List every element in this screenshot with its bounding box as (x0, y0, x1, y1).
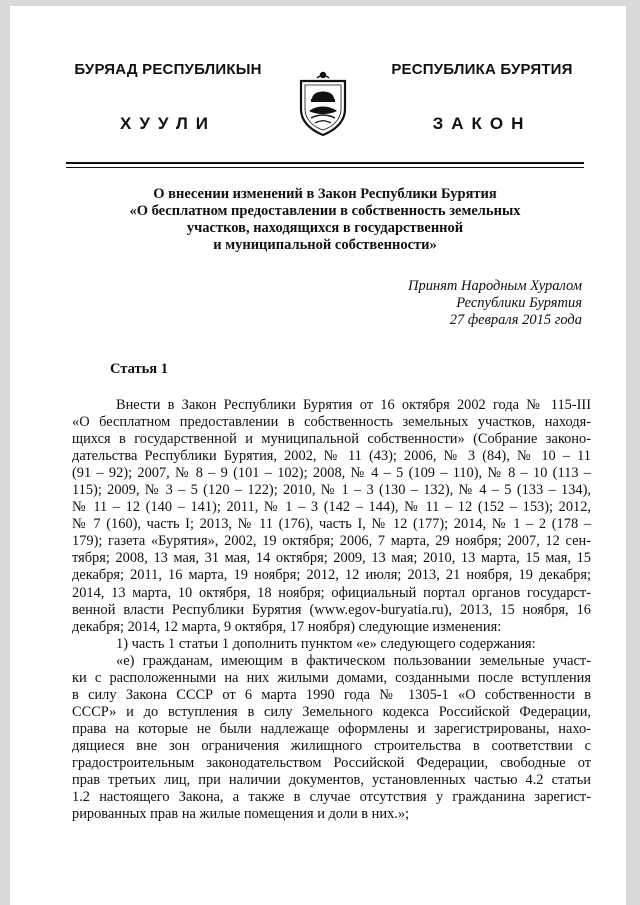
body-line: «О бесплатном предоставлении в собственность земельных участков, находя- (72, 414, 591, 431)
body-line: тября; 2008, 13 мая, 31 мая, 14 октября; 2009, 13 мая; 2010, 13 марта, 15 мая, 15 (72, 550, 591, 567)
body-line: декабря; 2014, 12 марта, 9 октября, 17 ноября) следующие изменения: (72, 618, 502, 635)
header-right (382, 61, 582, 134)
body-line: ки с расположенными на них жилыми домами, созданными после вступления (72, 669, 591, 686)
body-line: венной власти Республики Бурятия (www.egov-buryatia.ru), 2013, 15 ноября, 16 (72, 601, 591, 618)
header-left-name: БУРЯАД РЕСПУБЛИКЫН (74, 61, 262, 78)
body-line: СССР» и до вступления в силу Земельного кодекса Российской Федерации, (72, 703, 591, 720)
body-line: «е) гражданам, имеющим в фактическом пользовании земельные участ- (116, 652, 591, 669)
body-line: № 7 (160), часть I; 2013, № 11 (176), часть I, № 12 (177); 2014, № 1 – 2 (178 – (72, 516, 591, 533)
document-page (10, 6, 626, 905)
document-header (10, 61, 626, 161)
law-title (70, 186, 580, 254)
body-line: рированных прав на жилые помещения и доли в них.»; (72, 806, 410, 823)
body-line: 1) часть 1 статьи 1 дополнить пунктом «е» следующего содержания: (116, 635, 536, 652)
header-left (68, 61, 268, 134)
body-line: градостроительным законодательством Российской Федерации, свободные от (72, 754, 591, 771)
body-line: № 11 – 12 (140 – 141); 2011, № 1 – 3 (142 – 144), № 11 – 12 (152 – 153); 2012, (72, 499, 591, 516)
title-line: и муниципальной собственности» (213, 237, 437, 253)
body-line: в силу Закона СССР от 6 марта 1990 года № 1305-1 «О собственности в (72, 686, 591, 703)
article-heading: Статья 1 (110, 361, 168, 377)
body-line: дящиеся вне зон ограничения жилищного строительства в соответствии с (72, 737, 591, 754)
body-line: дательства Республики Бурятия, 2002, № 11 (43); 2006, № 3 (84), № 10 – 11 (72, 448, 591, 465)
header-right-name: РЕСПУБЛИКА БУРЯТИЯ (391, 61, 573, 78)
article-body (72, 397, 591, 823)
adoption-date: 27 февраля 2015 года (449, 312, 582, 328)
body-line: щихся в государственной и муниципальной собственности» (Собрание законо- (72, 431, 591, 448)
adoption-note (408, 278, 582, 329)
body-line: 115); 2009, № 3 – 5 (120 – 122); 2010, № 1 – 3 (130 – 132), № 4 – 5 (133 – 134), (72, 482, 591, 499)
coat-of-arms-icon (297, 67, 349, 137)
adoption-line: Республики Бурятия (456, 295, 582, 311)
header-left-kind: ХУУЛИ (120, 114, 216, 133)
header-divider-thick (66, 162, 584, 164)
title-line: участков, находящихся в государственной (186, 220, 464, 236)
body-line: (91 – 92); 2007, № 8 – 9 (101 – 102); 2008, № 4 – 5 (109 – 110), № 8 – 10 (113 – (72, 465, 591, 482)
adoption-line: Принят Народным Хуралом (407, 278, 582, 294)
body-line: Внести в Закон Республики Бурятия от 16 октября 2002 года № 115-III (116, 397, 591, 413)
header-divider-thin (66, 167, 584, 168)
title-line: О внесении изменений в Закон Республики Бурятия (153, 186, 497, 202)
body-line: 2014, 13 марта, 10 октября, 18 ноября; официальный портал органов государст- (72, 584, 591, 601)
body-line: прав третьих лиц, при наличии документов, установленных частью 4.2 статьи (72, 772, 591, 789)
body-line: декабря; 2011, 16 марта, 19 ноября; 2012, 12 июля; 2013, 21 ноября, 19 декабря; (72, 567, 591, 584)
title-line: «О бесплатном предоставлении в собственность земельных (129, 203, 521, 219)
header-right-kind: ЗАКОН (432, 114, 532, 133)
body-line: 179); газета «Бурятия», 2002, 19 октября; 2006, 7 марта, 29 ноября; 2007, 12 сен- (72, 533, 591, 550)
body-line: 1.2 настоящего Закона, а также в случае отсутствия у гражданина зарегист- (72, 789, 591, 806)
body-line: права на которые не были надлежаще оформлены и зарегистрированы, нахо- (72, 720, 591, 737)
